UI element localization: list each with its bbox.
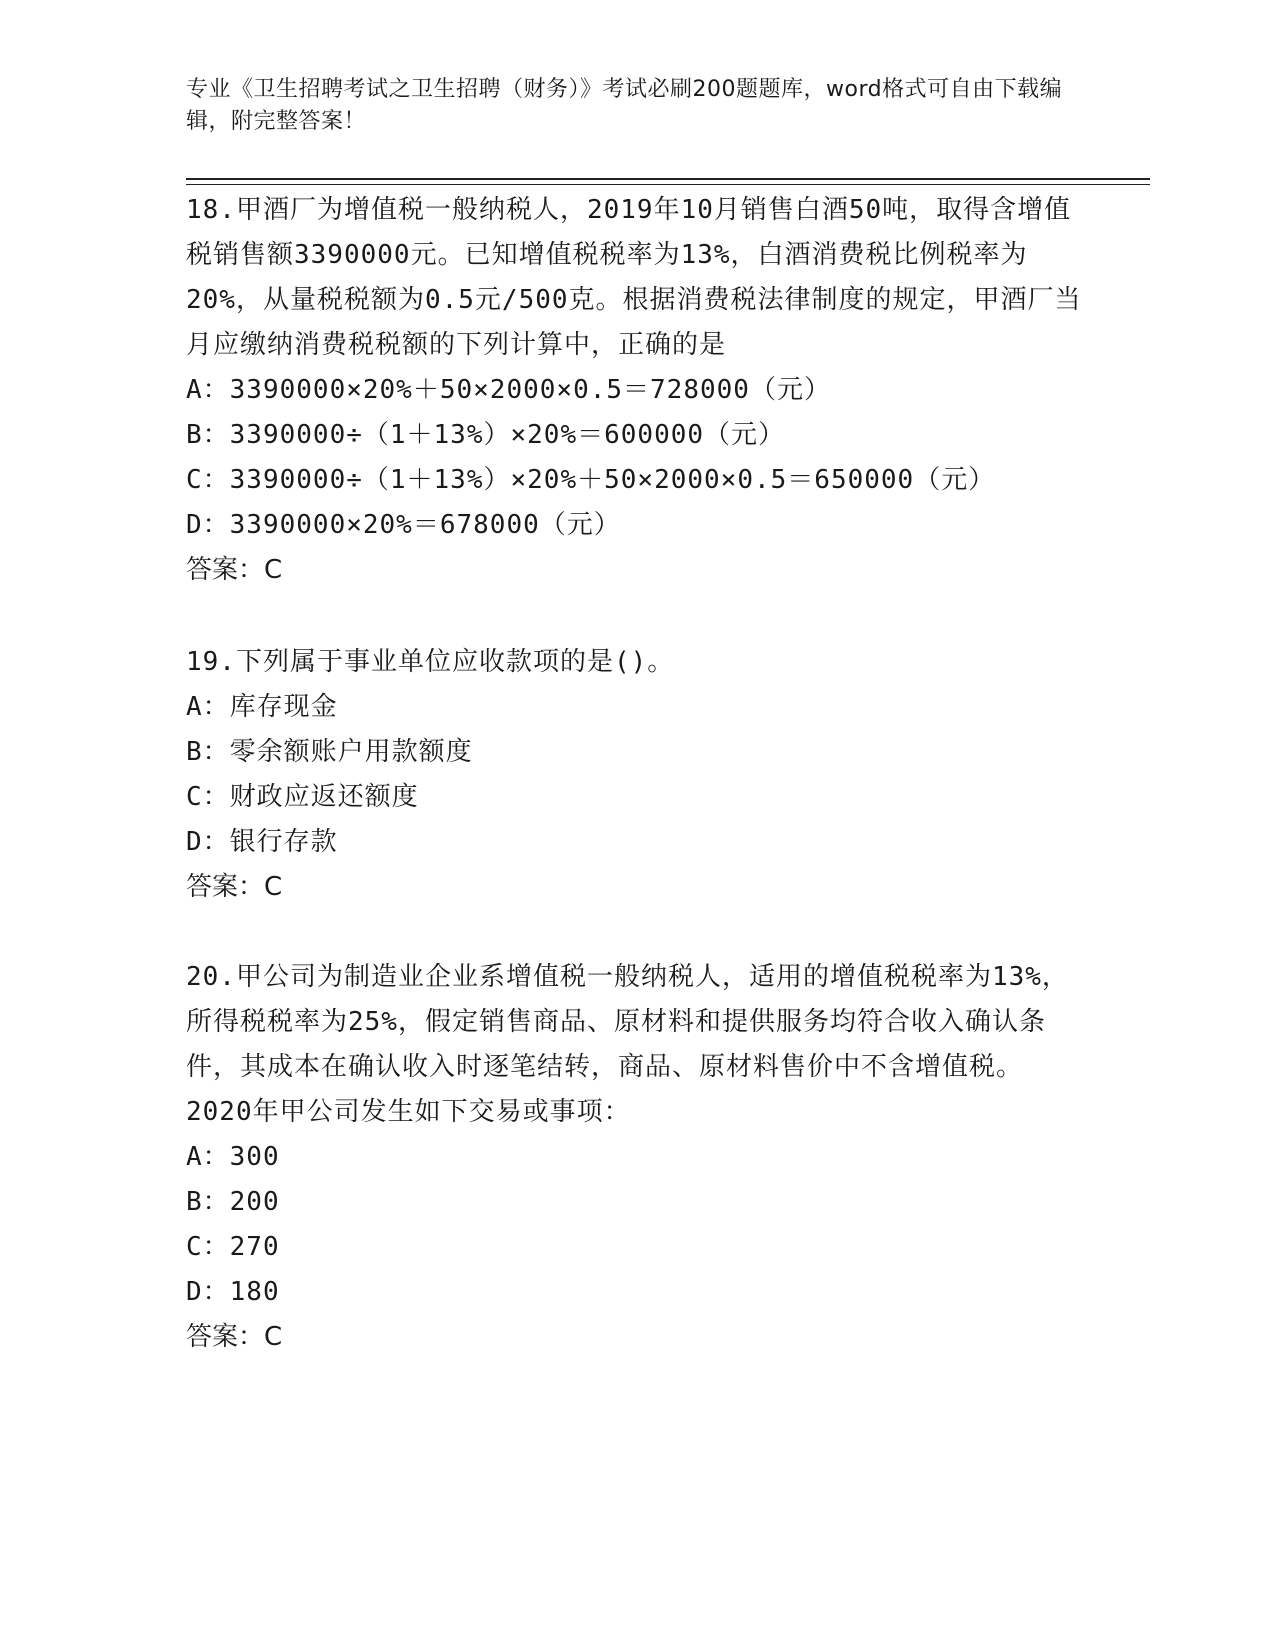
question-19 xyxy=(186,640,1086,910)
question-18 xyxy=(186,188,1086,593)
option-d: D：180 xyxy=(186,1277,280,1307)
option-d: D：银行存款 xyxy=(186,827,338,857)
header-divider-thin xyxy=(186,184,1150,185)
option-b: B：零余额账户用款额度 xyxy=(186,737,473,767)
answer-line: 答案：C xyxy=(186,872,283,902)
option-list xyxy=(186,685,1086,865)
question-stem: 19.下列属于事业单位应收款项的是()。 xyxy=(186,647,675,677)
option-c: C：3390000÷（1＋13%）×20%＋50×2000×0.5＝650000（元） xyxy=(186,465,996,495)
option-c: C：270 xyxy=(186,1232,280,1262)
header-divider-thick xyxy=(186,178,1150,180)
question-stem: 20.甲公司为制造业企业系增值税一般纳税人，适用的增值税税率为13%，所得税税率为25%，假定销售商品、原材料和提供服务均符合收入确认条件，其成本在确认收入时逐笔结转，商品、原材料售价中不含增值税。2020年甲公司发生如下交易或事项： xyxy=(186,962,1069,1127)
question-20 xyxy=(186,955,1086,1360)
option-list xyxy=(186,368,1086,548)
question-stem: 18.甲酒厂为增值税一般纳税人，2019年10月销售白酒50吨，取得含增值税销售额3390000元。已知增值税税率为13%，白酒消费税比例税率为20%，从量税税额为0.5元/500克。根据消费税法律制度的规定，甲酒厂当月应缴纳消费税税额的下列计算中，正确的是 xyxy=(186,195,1082,360)
option-list xyxy=(186,1135,1086,1315)
document-header: 专业《卫生招聘考试之卫生招聘（财务）》考试必刷200题题库，word格式可自由下载编辑，附完整答案！ xyxy=(186,77,1063,134)
answer-line: 答案：C xyxy=(186,555,283,585)
option-a: A：库存现金 xyxy=(186,692,338,722)
option-c: C：财政应返还额度 xyxy=(186,782,419,812)
answer-line: 答案：C xyxy=(186,1322,283,1352)
option-b: B：3390000÷（1＋13%）×20%＝600000（元） xyxy=(186,420,786,450)
option-d: D：3390000×20%＝678000（元） xyxy=(186,510,621,540)
option-a: A：3390000×20%＋50×2000×0.5＝728000（元） xyxy=(186,375,831,405)
option-b: B：200 xyxy=(186,1187,280,1217)
option-a: A：300 xyxy=(186,1142,280,1172)
